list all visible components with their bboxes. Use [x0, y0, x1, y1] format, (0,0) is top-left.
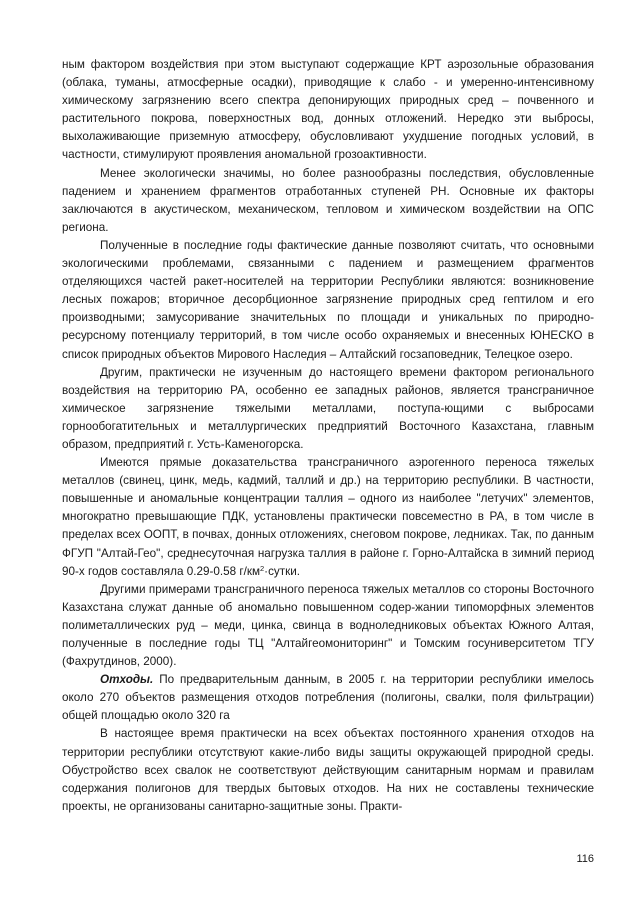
paragraph-1-text: ным фактором воздействия при этом выступают содержащие КРТ аэрозольные образования (облака, туманы, атмосферные осадки), приводящие к слабо - и умеренно-интенсивному химическому загрязнению всего спектра депонирующих природных сред – почвенного и растительного покрова, поверхностных вод, донных отложений. Нередко эти выбросы, выхолаживающие приземную атмосферу, обусловливают ухудшение погодных условий, в частности, стимулируют проявления аномальной грозоактивности. — [62, 58, 594, 162]
paragraph-5 — [62, 454, 594, 581]
page-number: 116 — [576, 853, 594, 865]
paragraph-3 — [62, 237, 594, 364]
paragraph-6-text: Другими примерами трансграничного переноса тяжелых металлов со стороны Восточного Казахстана служат данные об аномально повышенном содер-жании типоморфных элементов полиметаллических руд – меди, цинка, свинца в водноледниковых объектах Южного Алтая, полученные в последние годы ТЦ "Алтайгеомониторинг" и Томским госуниверситетом ТГУ (Фахрутдинов, 2000). — [62, 582, 594, 669]
paragraph-4-text: Другим, практически не изученным до настоящего времени фактором регионального воздействия на территорию РА, особенно ее западных районов, является трансграничное химическое загрязнение тяжелыми металлами, поступа-ющими с выбросами горнообогатительных и металлургических предприятий Восточного Казахстана, главным образом, предприятий г. Усть-Каменогорска. — [62, 365, 594, 451]
paragraph-7-text: По предварительным данным, в 2005 г. на территории республики имелось около 270 объектов размещения отходов потребления (полигоны, свалки, поля фильтрации) общей площадью около 320 га — [62, 673, 594, 723]
paragraph-8-text: В настоящее время практически на всех объектах постоянного хранения отходов на территории республики отсутствуют какие-либо виды защиты окружающей природной среды. Обустройство всех свалок не соответствуют действующим санитарным нормам и правилам содержания полигонов для твердых бытовых отходов. На них не составлены технические проекты, не организованы санитарно-защитные зоны. Практи- — [62, 727, 594, 813]
paragraph-5-text: Имеются прямые доказательства трансграничного аэрогенного переноса тяжелых металлов (свинец, цинк, медь, кадмий, таллий и др.) на территорию республики. В частности, повышенные и аномальные концентрации таллия – одного из наиболее "летучих" элементов, многократно превышающие ПДК, установлены практически повсеместно в РА, в том числе в пределах всех ООПТ, в почвах, донных отложениях, снеговом покрове, ледниках. Так, по данным ФГУП "Алтай-Гео", среднесуточная нагрузка таллия в районе г. Горно-Алтайска в зимний период 90-х годов составляла 0.29-0.58 г/км — [62, 456, 594, 578]
paragraph-7 — [62, 671, 594, 725]
paragraph-1 — [62, 56, 594, 165]
superscript: 2 — [260, 563, 265, 573]
section-lead: Отходы. — [100, 673, 154, 687]
paragraph-2 — [62, 165, 594, 237]
paragraph-3-text: Полученные в последние годы фактические данные позволяют считать, что основными экологическими проблемами, связанными с падением и размещением фрагментов отделяющихся частей ракет-носителей на территории Республики являются: возникновение лесных пожаров; вторичное десорбционное загрязнение природных сред гептилом и его производными; замусоривание значительных по площади и уникальных по природно-ресурсному потенциалу территорий, в том числе особо охраняемых и внесенных ЮНЕСКО в список природных объектов Мирового Наследия – Алтайский госзаповедник, Телецкое озеро. — [62, 238, 594, 361]
body-text — [62, 56, 594, 816]
paragraph-2-text: Менее экологически значимы, но более разнообразны последствия, обусловленные падением и хранением фрагментов отработанных ступеней РН. Основные их факторы заключаются в акустическом, механическом, тепловом и химическом воздействии на ОПС региона. — [62, 166, 594, 234]
paragraph-6 — [62, 581, 594, 671]
paragraph-5-text-end: ·сутки. — [264, 564, 300, 578]
paragraph-4 — [62, 364, 594, 454]
paragraph-8 — [62, 725, 594, 815]
